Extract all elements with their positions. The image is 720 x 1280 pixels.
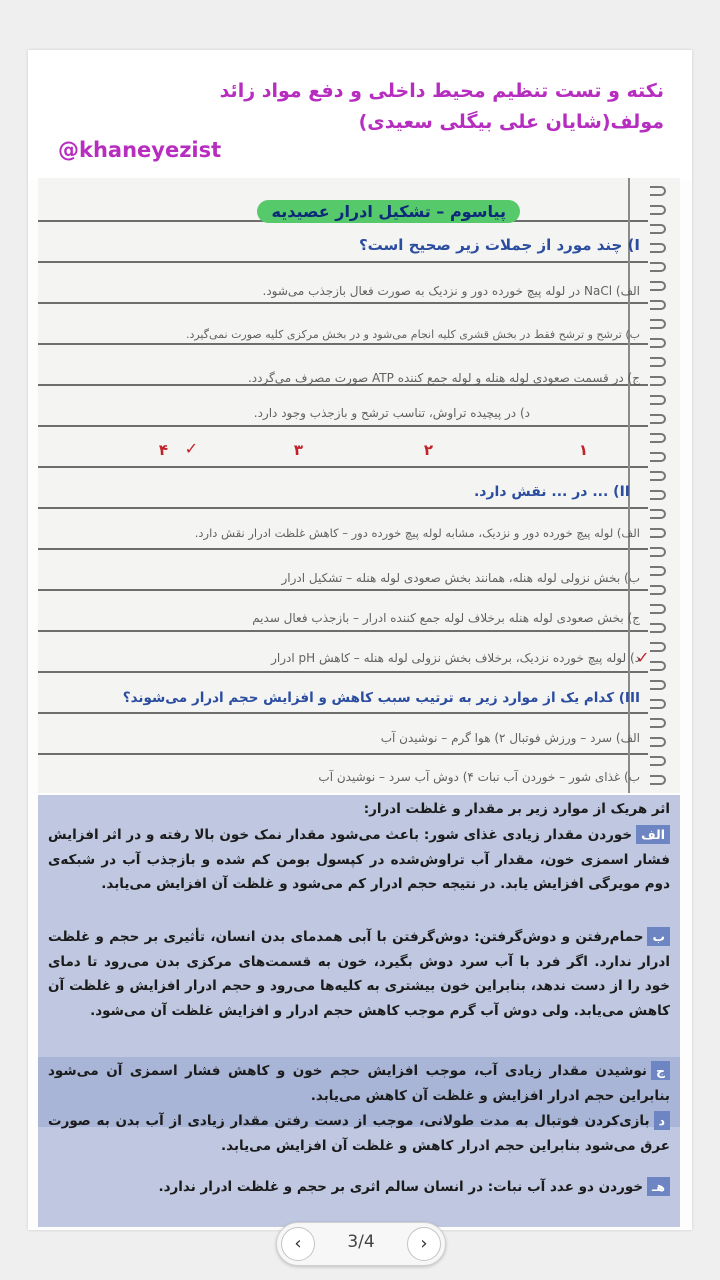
ruled-line [38,466,648,468]
q2-check-icon: ✓ [636,648,650,667]
book-intro: اثر هریک از موارد زیر بر مقدار و غلظت ادرار: [363,801,670,817]
spiral-ring [650,300,666,310]
next-image-button[interactable] [407,1227,441,1261]
book-item-e-text: خوردن دو عدد آب نبات: در انسان سالم اثری بر حجم و غلظت ادرار ندارد. [158,1179,644,1195]
spiral-ring [650,433,666,443]
ruled-line [38,261,648,263]
spiral-ring [650,642,666,652]
spiral-ring [650,718,666,728]
textbook-excerpt [38,795,680,1227]
spiral-ring [650,623,666,633]
q1-item-a: الف) NaCl در لوله پیچ خورده دور و نزدیک به صورت فعال بازجذب می‌شود. [262,284,640,298]
label-alef: الف [636,825,670,844]
spiral-ring [650,680,666,690]
book-item-c-text: نوشیدن مقدار زیادی آب، موجب افزایش حجم خون و کاهش فشار اسمزی آن می‌شود بنابراین حجم ادرار افزایش و غلظت آن کاهش می‌یابد. [48,1063,670,1104]
spiral-ring [650,186,666,196]
answer-2: ۲ [423,441,433,459]
spiral-ring [650,414,666,424]
ruled-line [38,548,648,550]
question-3: III) کدام یک از موارد زیر به ترتیب سبب کاهش و افزایش حجم ادرار می‌شوند؟ [122,690,640,706]
spiral-ring [650,604,666,614]
spiral-ring [650,756,666,766]
correct-check-icon: ✓ [184,439,198,458]
spiral-ring [650,737,666,747]
question-2: II) ... در ... نقش دارد. [473,484,630,500]
ruled-line [38,671,648,673]
question-1: I) چند مورد از جملات زیر صحیح است؟ [358,236,640,254]
ruled-line [38,712,648,714]
spiral-ring [650,661,666,671]
post-title [220,76,664,138]
q1-item-d: د) در پیچیده تراوش، تناسب ترشح و بازجذب وجود دارد. [253,406,530,420]
spiral-ring [650,262,666,272]
book-item-d [48,1109,670,1158]
answer-4: ۴ [158,441,168,459]
spiral-ring [650,699,666,709]
chevron-right-icon: › [420,1233,428,1254]
label-he: هـ [647,1177,670,1196]
spiral-ring [650,224,666,234]
label-jim: ج [651,1061,670,1080]
q2-item-c: ج) بخش صعودی لوله هنله برخلاف لوله جمع کننده ادرار – بازجذب فعال سدیم [252,611,640,625]
book-item-b [48,925,670,1023]
chevron-left-icon: ‹ [294,1233,302,1254]
spiral-ring [650,205,666,215]
spiral-ring [650,585,666,595]
q1-answer-options [38,441,628,465]
q2-item-b: ب) بخش نزولی لوله هنله، همانند بخش صعودی لوله هنله – تشکیل ادرار [281,571,640,585]
spiral-ring [650,395,666,405]
notebook-section-title: پیاسوم – تشکیل ادرار عصیدیه [257,200,520,223]
ruled-line [38,507,648,509]
notebook-photo [38,178,680,793]
ruled-line [38,589,648,591]
post-card [28,50,692,1230]
book-item-a [48,823,670,897]
spiral-ring [650,547,666,557]
spiral-ring [650,452,666,462]
book-item-c [48,1059,670,1108]
book-item-b-text: حمام‌رفتن و دوش‌گرفتن: دوش‌گرفتن با آبی همدمای بدن انسان، تأثیری بر حجم و غلظت ادرار ندارد. اگر فرد با آب سرد دوش بگیرد، خون به قسمت‌های مرکزی بدن می‌رود تا دمای خود را از دست ندهد، بنابراین خون بیشتری به کلیه‌ها می‌رود و حجم ادرار افزایش و غلظت آن کاهش می‌یابد. ولی دوش آب گرم موجب کاهش حجم ادرار و افزایش غلظت آن می‌شود. [48,929,670,1019]
q3-item-a: الف) سرد – ورزش فوتبال ۲) هوا گرم – نوشیدن آب [380,731,640,745]
post-header [28,50,692,180]
book-item-e [48,1175,670,1200]
ruled-line [38,753,648,755]
spiral-ring [650,490,666,500]
spiral-ring [650,376,666,386]
q2-item-d: د) لوله پیچ خورده نزدیک، برخلاف بخش نزولی لوله هنله – کاهش pH ادرار [271,651,640,665]
spiral-ring [650,281,666,291]
spiral-ring [650,243,666,253]
spiral-ring [650,775,666,785]
spiral-ring [650,338,666,348]
ruled-line [38,343,648,345]
spiral-ring [650,319,666,329]
ruled-line [38,630,648,632]
book-item-d-text: بازی‌کردن فوتبال به مدت طولانی، موجب از دست رفتن مقدار زیادی از آب بدن به صورت عرق می‌شود بنابراین حجم ادرار کاهش و غلظت آن افزایش می‌یابد. [48,1113,670,1154]
book-item-a-text: خوردن مقدار زیادی غذای شور: باعث می‌شود مقدار نمک خون بالا رفته و در اثر افزایش فشار اسمزی خون، مقدار آب تراوش‌شده در کپسول بومن کم شده و بازجذب آب در شبکه‌ی دوم مویرگی افزایش یابد. در نتیجه حجم ادرار کم می‌شود و غلظت آن افزایش می‌یابد. [48,827,670,892]
spiral-ring [650,509,666,519]
label-be: ب [647,927,670,946]
title-line-2: مولف(شایان علی بیگلی سعیدی) [358,111,664,133]
ruled-line [38,425,648,427]
title-line-1: نکته و تست تنظیم محیط داخلی و دفع مواد زائد [219,80,664,102]
channel-handle: @khaneyezist [58,138,222,162]
q2-item-a: الف) لوله پیچ خورده دور و نزدیک، مشابه لوله پیچ خورده دور – کاهش غلظت ادرار نقش دارد. [194,526,640,540]
page-counter: 3/4 [347,1232,375,1252]
ruled-line [38,302,648,304]
q1-item-b: ب) ترشح و ترشح فقط در بخش قشری کلیه انجام می‌شود و در بخش مرکزی کلیه صورت نمی‌گیرد. [185,328,640,341]
q3-item-b: ب) غذای شور – خوردن آب نبات ۴) دوش آب سرد – نوشیدن آب [318,770,640,784]
spiral-ring [650,471,666,481]
answer-3: ۳ [293,441,303,459]
spiral-ring [650,357,666,367]
answer-1: ۱ [578,441,588,459]
label-dal: د [654,1111,670,1130]
image-pager [276,1222,446,1266]
spiral-ring [650,566,666,576]
q1-item-c: ج) در قسمت صعودی لوله هنله و لوله جمع کننده ATP صورت مصرف می‌گردد. [247,371,640,385]
spiral-ring [650,528,666,538]
